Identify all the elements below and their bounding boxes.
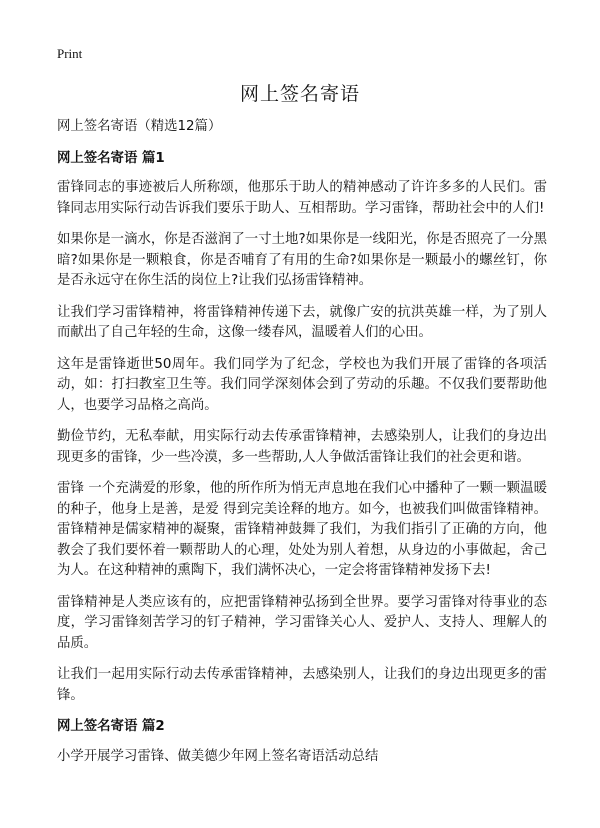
paragraph: 如果你是一滴水，你是否滋润了一寸土地?如果你是一线阳光，你是否照亮了一分黑暗?如果你是一颗粮食，你是否哺育了有用的生命?如果你是一颗最小的螺丝钉，你是否永远守在你生活的岗位上?让我们弘扬雷锋精神。 [57,232,547,288]
paragraph: 雷锋精神是人类应该有的，应把雷锋精神弘扬到全世界。要学习雷锋对待事业的态度，学习雷锋刻苦学习的钉子精神，学习雷锋关心人、爱护人、支持人、理解人的品质。 [57,594,547,651]
paragraph: 雷锋同志的事迹被后人所称颂，他那乐于助人的精神感动了许许多多的人民们。雷锋同志用实际行动告诉我们要乐于助人、互相帮助。学习雷锋，帮助社会中的人们! [57,180,547,216]
paragraph: 这年是雷锋逝世50周年。我们同学为了纪念，学校也为我们开展了雷锋的各项活动，如：打扫教室卫生等。我们同学深刻体会到了劳动的乐趣。不仅我们要帮助他人，也要学习品格之高尚。 [57,356,547,413]
paragraph: 小学开展学习雷锋、做美德少年网上签名寄语活动总结 [57,748,379,764]
paragraph: 勤俭节约，无私奉献，用实际行动去传承雷锋精神，去感染别人，让我们的身边出现更多的雷锋，少一些冷漠，多一些帮助,人人争做活雷锋让我们的社会更和谐。 [57,429,547,465]
article-subtitle: 网上签名寄语（精选12篇） [57,119,222,134]
section-heading-2: 网上签名寄语 篇2 [57,719,165,734]
paragraph: 让我们一起用实际行动去传承雷锋精神，去感染别人，让我们的身边出现更多的雷锋。 [57,667,547,703]
paragraph: 让我们学习雷锋精神，将雷锋精神传递下去，就像广安的抗洪英雄一样，为了别人而献出了自己年轻的生命，这像一缕春风，温暖着人们的心田。 [57,304,547,340]
page-title: 网上签名寄语 [239,83,360,105]
paragraph: 雷锋 一个充满爱的形象，他的所作所为悄无声息地在我们心中播种了一颗一颗温暖的种子，他身上是善，是爱 得到完美诠释的地方。如今，也被我们叫做雷锋精神。雷锋精神是儒家精神的凝聚，雷锋精神鼓舞了我们，为我们指引了正确的方向，他教会了我们要怀着一颗帮助人的心理，处处为别人着想，从身边的小事做起，舍己为人。在这种精神的熏陶下，我们满怀决心，一定会将雷锋精神发扬下去! [57,481,547,578]
section-heading-1: 网上签名寄语 篇1 [57,150,165,166]
print-link[interactable]: Print [57,46,83,61]
article-body [57,117,547,767]
